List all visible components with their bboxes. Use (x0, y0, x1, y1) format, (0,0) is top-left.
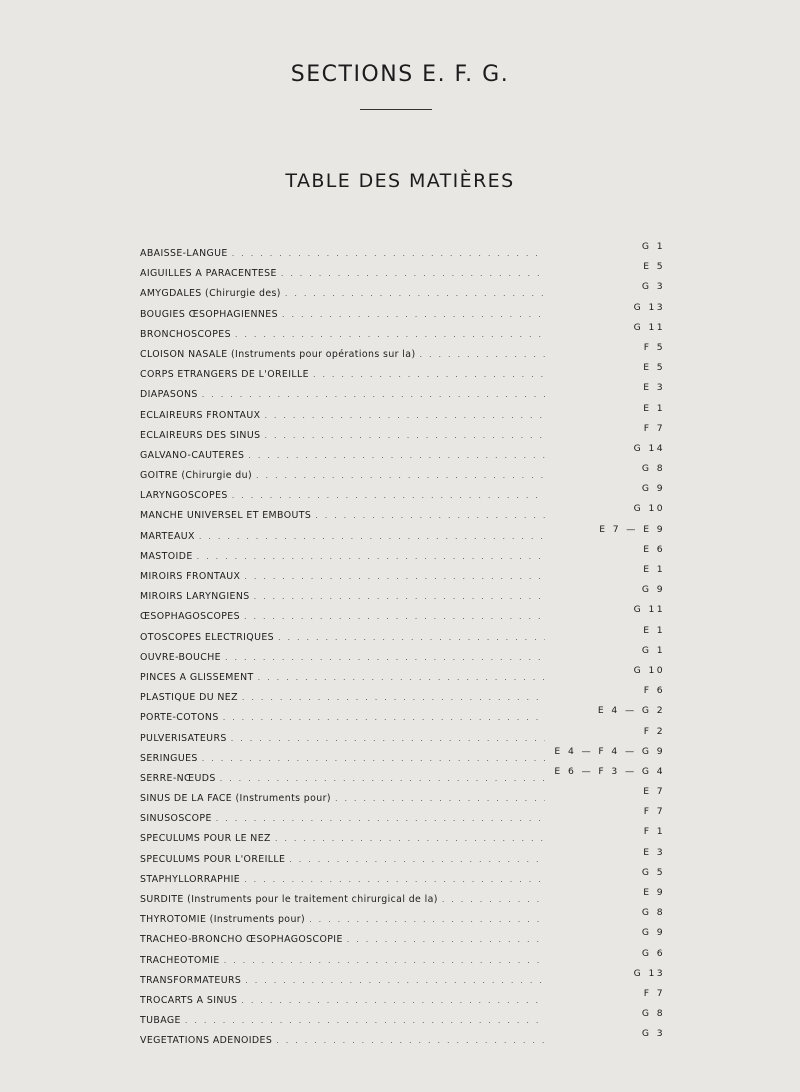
toc-entry-label: PLASTIQUE DU NEZ (140, 692, 238, 704)
toc-entry-line (140, 934, 545, 945)
toc-entry-label: TRANSFORMATEURS (140, 974, 242, 986)
dot-leader (225, 653, 545, 662)
toc-entry (140, 403, 665, 423)
toc-entry-reference: G 9 (641, 483, 665, 495)
toc-entry-label: TRACHEOTOMIE (140, 954, 220, 966)
toc-entry (140, 766, 665, 786)
dot-leader (244, 875, 545, 884)
toc-entry-label: SINUS DE LA FACE (Instruments pour) (140, 793, 331, 805)
toc-entry-line (140, 571, 545, 582)
toc-entry-reference: E 7 (643, 786, 665, 798)
toc-entry-reference: G 1 (641, 241, 665, 252)
toc-entry (140, 261, 665, 281)
toc-entry-label: PORTE-COTONS (140, 712, 219, 724)
toc-entry-label: MARTEAUX (140, 530, 195, 542)
dot-leader (335, 794, 545, 803)
toc-entry-reference: G 13 (633, 301, 665, 313)
toc-entry-label: DIAPASONS (140, 389, 198, 401)
toc-entry-reference: E 1 (643, 402, 665, 414)
toc-entry-label: STAPHYLLORRAPHIE (140, 873, 241, 885)
dot-leader (245, 976, 545, 985)
page-title: SECTIONS E. F. G. (290, 62, 510, 87)
toc-entry-line (140, 652, 545, 663)
toc-entry (140, 564, 665, 584)
toc-entry (140, 281, 665, 301)
toc-entry-reference: G 10 (633, 503, 665, 515)
toc-entry-label: TUBAGE (140, 1015, 181, 1027)
toc-entry-line (140, 813, 545, 824)
toc-entry-line (140, 995, 545, 1006)
toc-entry-reference: E 7 — E 9 (599, 523, 665, 535)
toc-entry-line (140, 288, 545, 299)
toc-entry-line (140, 490, 545, 501)
toc-entry-label: SPECULUMS POUR LE NEZ (140, 833, 271, 845)
toc-entry-line (140, 1035, 545, 1046)
dot-leader (275, 834, 545, 843)
toc-entry (140, 524, 665, 544)
toc-entry (140, 746, 665, 766)
toc-entry (140, 1028, 665, 1048)
toc-entry (140, 463, 665, 483)
toc-entry-label: GOITRE (Chirurgie du) (140, 470, 253, 482)
dot-leader (256, 471, 545, 480)
toc-entry-reference: F 7 (643, 987, 665, 999)
dot-leader (313, 370, 545, 379)
toc-entry-label: ECLAIREURS FRONTAUX (140, 409, 261, 421)
page-subtitle: TABLE DES MATIÈRES (285, 170, 515, 192)
toc-entry-reference: E 6 (643, 543, 665, 555)
toc-entry-line (140, 591, 545, 602)
toc-entry-line (140, 349, 545, 360)
dot-leader (442, 895, 545, 904)
toc-entry-reference: G 11 (633, 321, 665, 333)
toc-entry-reference: F 2 (643, 725, 665, 737)
toc-entry-line (140, 551, 545, 562)
toc-entry-label: MASTOIDE (140, 550, 193, 562)
dot-leader (347, 935, 545, 944)
toc-entry-line (140, 955, 545, 966)
toc-entry (140, 968, 665, 988)
toc-entry-label: PINCES A GLISSEMENT (140, 671, 254, 683)
dot-leader (197, 552, 545, 561)
toc-entry-line (140, 632, 545, 643)
dot-leader (282, 310, 545, 319)
toc-entry-label: SERRE-NŒUDS (140, 772, 216, 784)
toc-entry (140, 907, 665, 927)
toc-entry-label: SPECULUMS POUR L'OREILLE (140, 853, 286, 865)
toc-entry-line (140, 914, 545, 925)
toc-entry-label: BOUGIES ŒSOPHAGIENNES (140, 308, 278, 320)
toc-entry-line (140, 611, 545, 622)
dot-leader (202, 390, 545, 399)
toc-entry (140, 887, 665, 907)
toc-entry (140, 786, 665, 806)
toc-entry-reference: G 8 (641, 463, 665, 475)
toc-entry-line (140, 733, 545, 744)
toc-entry-line (140, 833, 545, 844)
toc-entry-label: THYROTOMIE (Instruments pour) (140, 914, 306, 926)
toc-entry-label: MIROIRS FRONTAUX (140, 571, 241, 582)
toc-entry-line (140, 248, 545, 259)
dot-leader (309, 915, 545, 924)
toc-entry (140, 867, 665, 887)
toc-entry (140, 584, 665, 604)
toc-entry (140, 625, 665, 645)
toc-entry-reference: E 6 — F 3 — G 4 (554, 765, 665, 777)
toc-entry (140, 826, 665, 846)
dot-leader (231, 734, 545, 743)
toc-entry-label: LARYNGOSCOPES (140, 490, 228, 502)
dot-leader (232, 249, 545, 258)
dot-leader (264, 411, 545, 420)
toc-entry-line (140, 329, 545, 340)
toc-entry-line (140, 1015, 545, 1026)
toc-entry-line (140, 410, 545, 421)
toc-entry-label: AIGUILLES A PARACENTESE (140, 268, 277, 280)
toc-entry (140, 1008, 665, 1028)
dot-leader (276, 1036, 545, 1045)
toc-entry-line (140, 753, 545, 764)
toc-entry (140, 302, 665, 322)
toc-entry-reference: F 7 (643, 422, 665, 434)
toc-entry-line (140, 975, 545, 986)
toc-entry (140, 685, 665, 705)
toc-entry-reference: E 4 — G 2 (597, 705, 665, 717)
toc-entry-line (140, 712, 545, 723)
dot-leader (235, 330, 545, 339)
toc-entry-reference: F 7 (643, 806, 665, 818)
dot-leader (244, 572, 545, 581)
toc-entry-reference: G 1 (641, 644, 665, 656)
toc-entry-reference: G 9 (641, 584, 665, 596)
dot-leader (264, 431, 545, 440)
toc-entry-label: OTOSCOPES ELECTRIQUES (140, 631, 275, 643)
toc-entry-label: BRONCHOSCOPES (140, 328, 231, 340)
toc-entry-reference: G 3 (641, 281, 665, 293)
toc-entry-label: SINUSOSCOPE (140, 813, 212, 825)
table-of-contents (140, 241, 665, 1049)
toc-entry-reference: F 5 (643, 341, 665, 353)
toc-entry-line (140, 672, 545, 683)
dot-leader (278, 633, 545, 642)
toc-entry-reference: G 10 (633, 664, 665, 676)
toc-entry-reference: E 5 (643, 261, 665, 273)
toc-entry-line (140, 510, 545, 521)
toc-entry-reference: E 4 — F 4 — G 9 (554, 745, 665, 757)
toc-entry-label: AMYGDALES (Chirurgie des) (140, 288, 281, 300)
dot-leader (199, 532, 545, 541)
toc-entry (140, 382, 665, 402)
dot-leader (232, 491, 545, 500)
dot-leader (315, 511, 545, 520)
toc-entry-reference: G 11 (633, 604, 665, 616)
toc-entry (140, 847, 665, 867)
toc-entry-line (140, 309, 545, 320)
toc-entry-reference: G 14 (633, 442, 665, 454)
toc-entry-label: GALVANO-CAUTERES (140, 449, 245, 461)
toc-entry-label: CORPS ETRANGERS DE L'OREILLE (140, 369, 309, 381)
toc-entry (140, 726, 665, 746)
toc-entry-reference: E 9 (643, 887, 665, 898)
dot-leader (216, 814, 545, 823)
dot-leader (224, 956, 545, 965)
toc-entry-reference: E 3 (643, 846, 665, 858)
toc-entry-reference: G 13 (633, 967, 665, 979)
dot-leader (202, 754, 545, 763)
dot-leader (420, 350, 545, 359)
toc-entry-reference: E 3 (643, 382, 665, 394)
dot-leader (223, 713, 545, 722)
toc-entry-line (140, 531, 545, 542)
toc-entry-line (140, 450, 545, 461)
toc-entry-reference: F 1 (643, 826, 665, 838)
toc-entry-line (140, 793, 545, 804)
toc-entry-reference: G 9 (641, 927, 665, 939)
toc-entry-label: TRACHEO-BRONCHO ŒSOPHAGOSCOPIE (140, 934, 343, 946)
toc-entry (140, 503, 665, 523)
dot-leader (241, 996, 545, 1005)
toc-entry-reference: G 6 (641, 947, 665, 959)
toc-entry (140, 645, 665, 665)
toc-entry-line (140, 268, 545, 279)
toc-entry-line (140, 369, 545, 380)
toc-entry-label: MANCHE UNIVERSEL ET EMBOUTS (140, 510, 312, 522)
toc-entry (140, 544, 665, 564)
toc-entry (140, 948, 665, 968)
dot-leader (285, 289, 545, 298)
toc-entry-line (140, 389, 545, 400)
toc-entry-label: ŒSOPHAGOSCOPES (140, 611, 240, 623)
toc-entry (140, 362, 665, 382)
dot-leader (248, 451, 545, 460)
toc-entry-reference: G 5 (641, 866, 665, 878)
toc-entry-label: TROCARTS A SINUS (140, 994, 238, 1006)
toc-entry-line (140, 692, 545, 703)
dot-leader (244, 612, 545, 621)
toc-entry (140, 423, 665, 443)
toc-entry (140, 806, 665, 826)
dot-leader (289, 855, 545, 864)
dot-leader (281, 269, 545, 278)
toc-entry (140, 241, 665, 261)
toc-entry (140, 443, 665, 463)
toc-entry (140, 342, 665, 362)
toc-entry-reference: E 1 (643, 624, 665, 636)
toc-entry-label: MIROIRS LARYNGIENS (140, 591, 250, 603)
toc-entry (140, 988, 665, 1008)
toc-entry (140, 665, 665, 685)
dot-leader (185, 1016, 545, 1025)
toc-entry-reference: G 3 (641, 1028, 665, 1040)
toc-entry-label: CLOISON NASALE (Instruments pour opérations sur la) (140, 348, 416, 360)
toc-entry-reference: E 5 (643, 362, 665, 374)
toc-entry-label: PULVERISATEURS (140, 732, 227, 744)
toc-entry-line (140, 894, 545, 905)
dot-leader (220, 774, 545, 783)
toc-entry-line (140, 773, 545, 784)
dot-leader (254, 592, 545, 601)
title-divider (360, 109, 432, 110)
toc-entry-reference: E 1 (643, 564, 665, 575)
dot-leader (242, 693, 545, 702)
toc-entry (140, 483, 665, 503)
toc-entry-reference: G 8 (641, 907, 665, 919)
toc-entry (140, 604, 665, 624)
toc-entry-label: ABAISSE-LANGUE (140, 248, 228, 259)
dot-leader (258, 673, 545, 682)
toc-entry-label: ECLAIREURS DES SINUS (140, 429, 261, 441)
toc-entry-reference: F 6 (643, 685, 665, 697)
toc-entry-label: OUVRE-BOUCHE (140, 651, 221, 663)
toc-entry (140, 927, 665, 947)
toc-entry-line (140, 470, 545, 481)
toc-entry-line (140, 430, 545, 441)
toc-entry (140, 705, 665, 725)
toc-entry-line (140, 854, 545, 865)
toc-entry-line (140, 874, 545, 885)
toc-entry-reference: G 8 (641, 1008, 665, 1020)
toc-entry-label: SURDITE (Instruments pour le traitement chirurgical de la) (140, 894, 438, 905)
toc-entry-label: VEGETATIONS ADENOIDES (140, 1035, 273, 1047)
toc-entry-label: SERINGUES (140, 752, 198, 764)
toc-entry (140, 322, 665, 342)
